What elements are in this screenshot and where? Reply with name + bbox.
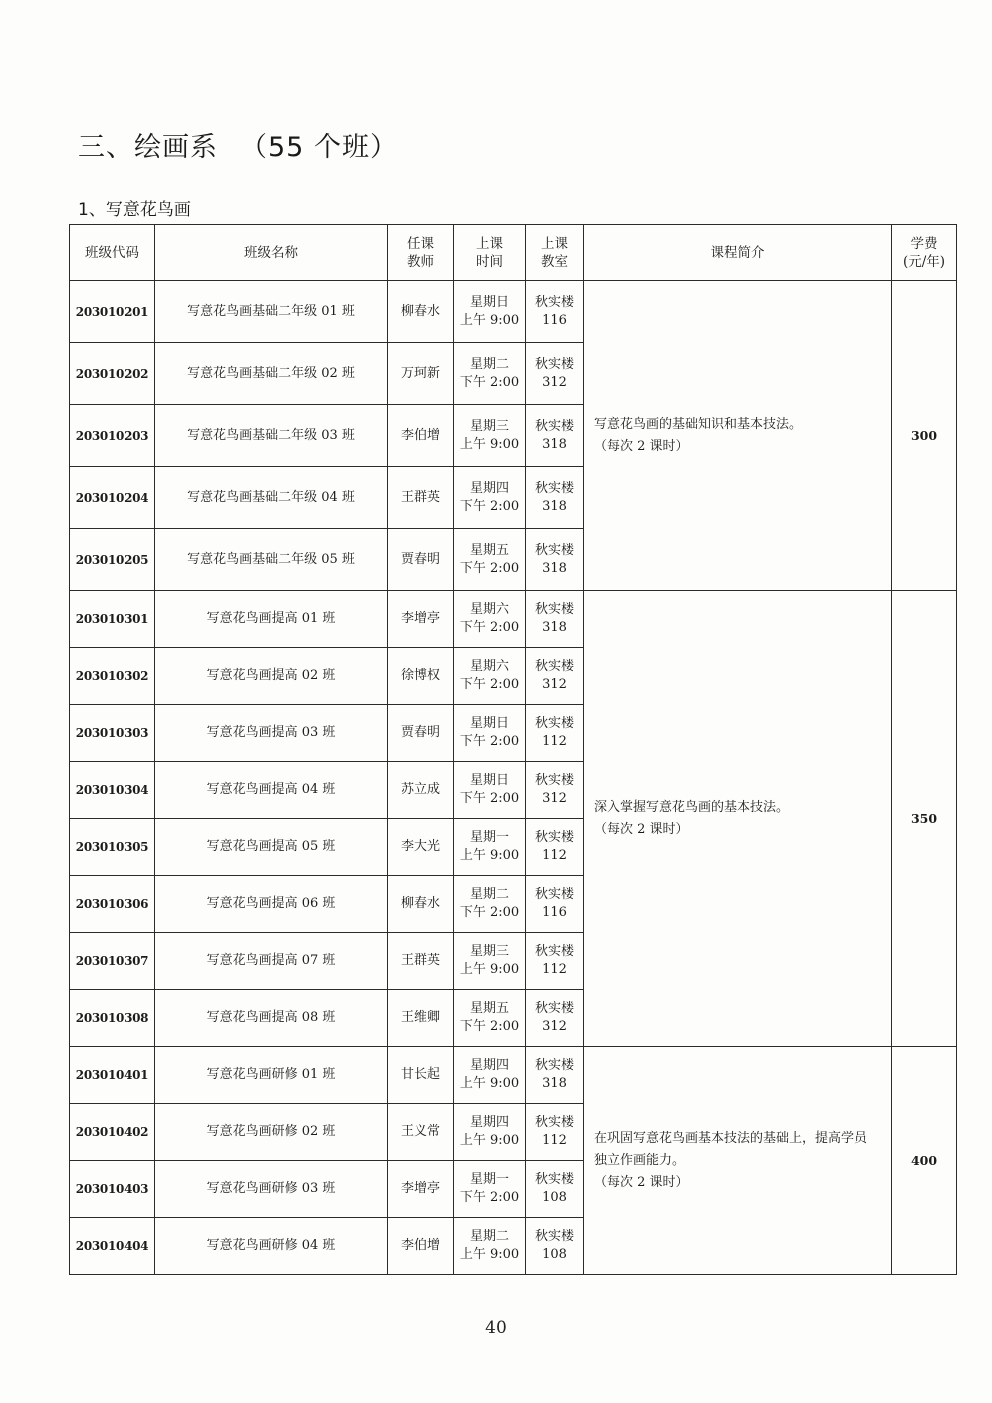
header-room-line2: 教室 (541, 253, 568, 270)
class-day: 星期六 (469, 602, 509, 617)
header-teacher-line2: 教师 (407, 253, 434, 270)
classroom-number: 318 (542, 1076, 567, 1091)
class-day: 星期二 (469, 356, 509, 372)
classroom (526, 819, 584, 876)
class-hour: 上午 9:00 (459, 1133, 520, 1148)
classroom (526, 990, 584, 1047)
class-day: 星期一 (469, 1172, 509, 1187)
classroom-building: 秋实楼 (534, 716, 574, 731)
classroom-building: 秋实楼 (534, 1172, 574, 1187)
classroom-building: 秋实楼 (534, 1058, 574, 1073)
classroom-building: 秋实楼 (534, 830, 574, 845)
class-code: 203010305 (70, 819, 155, 876)
class-name: 写意花鸟画基础二年级 05 班 (155, 529, 388, 591)
classroom-building: 秋实楼 (534, 944, 574, 959)
class-name: 写意花鸟画基础二年级 02 班 (155, 343, 388, 405)
class-time (454, 933, 526, 990)
class-day: 星期日 (469, 773, 509, 788)
teacher: 柳春水 (388, 281, 454, 343)
teacher: 王义常 (388, 1104, 454, 1161)
class-code: 203010404 (70, 1218, 155, 1275)
class-hour: 下午 2:00 (459, 677, 520, 692)
class-time (454, 343, 526, 405)
class-name: 写意花鸟画提高 07 班 (155, 933, 388, 990)
section-class-count: （55 个班） (240, 132, 398, 163)
classroom-building: 秋实楼 (534, 480, 574, 496)
classroom (526, 705, 584, 762)
class-time (454, 990, 526, 1047)
class-hour: 下午 2:00 (459, 734, 520, 749)
header-time (454, 225, 526, 281)
header-class-code: 班级代码 (70, 225, 155, 281)
classroom-building: 秋实楼 (534, 773, 574, 788)
class-time (454, 648, 526, 705)
class-hour: 下午 2:00 (459, 620, 520, 635)
header-fee (892, 225, 957, 281)
classroom-building: 秋实楼 (534, 659, 574, 674)
classroom-number: 318 (542, 560, 567, 576)
classroom-building: 秋实楼 (534, 418, 574, 434)
tuition-fee: 400 (892, 1047, 957, 1275)
header-room-line1: 上课 (541, 235, 568, 252)
class-hour: 上午 9:00 (459, 436, 520, 452)
classroom-number: 318 (542, 498, 567, 514)
class-code: 203010203 (70, 405, 155, 467)
class-name: 写意花鸟画提高 04 班 (155, 762, 388, 819)
class-time (454, 819, 526, 876)
class-code: 203010303 (70, 705, 155, 762)
class-hour: 下午 2:00 (459, 1019, 520, 1034)
classroom-building: 秋实楼 (534, 1001, 574, 1016)
classroom-number: 112 (542, 962, 567, 977)
classroom-number: 116 (542, 312, 567, 328)
classroom-building: 秋实楼 (534, 294, 574, 310)
class-code: 203010302 (70, 648, 155, 705)
classroom-building: 秋实楼 (534, 542, 574, 558)
classroom-number: 318 (542, 436, 567, 452)
class-day: 星期二 (469, 1229, 509, 1244)
class-day: 星期四 (469, 1058, 509, 1073)
course-description-line: 深入掌握写意花鸟画的基本技法。 (594, 799, 790, 815)
tuition-fee: 350 (892, 591, 957, 1047)
table-row (70, 591, 957, 648)
class-code: 203010205 (70, 529, 155, 591)
classroom (526, 591, 584, 648)
class-code: 203010201 (70, 281, 155, 343)
class-day: 星期六 (469, 659, 509, 674)
classroom-number: 312 (542, 791, 567, 806)
class-name: 写意花鸟画研修 01 班 (155, 1047, 388, 1104)
subsection-title: 1、写意花鸟画 (78, 200, 191, 220)
header-course-intro: 课程简介 (584, 225, 892, 281)
class-time (454, 1218, 526, 1275)
class-name: 写意花鸟画提高 08 班 (155, 990, 388, 1047)
class-day: 星期日 (469, 294, 509, 310)
class-code: 203010402 (70, 1104, 155, 1161)
header-teacher-line1: 任课 (407, 235, 434, 252)
tuition-fee: 300 (892, 281, 957, 591)
class-code: 203010403 (70, 1161, 155, 1218)
class-hour: 上午 9:00 (459, 312, 520, 328)
header-fee-line1: 学费 (910, 235, 938, 252)
classroom-number: 312 (542, 374, 567, 390)
classroom (526, 933, 584, 990)
teacher: 苏立成 (388, 762, 454, 819)
course-description-line: 独立作画能力。 (594, 1152, 686, 1168)
teacher: 王维卿 (388, 990, 454, 1047)
header-class-name: 班级名称 (155, 225, 388, 281)
classroom (526, 1161, 584, 1218)
teacher: 李增亭 (388, 591, 454, 648)
class-code: 203010306 (70, 876, 155, 933)
class-name: 写意花鸟画研修 02 班 (155, 1104, 388, 1161)
class-day: 星期一 (469, 830, 509, 845)
class-day: 星期三 (469, 944, 509, 959)
class-time (454, 529, 526, 591)
teacher: 李大光 (388, 819, 454, 876)
class-hour: 下午 2:00 (459, 498, 520, 514)
teacher: 贾春明 (388, 529, 454, 591)
teacher: 李伯增 (388, 1218, 454, 1275)
class-hour: 下午 2:00 (459, 374, 520, 390)
class-hour: 下午 2:00 (459, 791, 520, 806)
teacher: 王群英 (388, 933, 454, 990)
table-header-row (70, 225, 957, 281)
classroom (526, 281, 584, 343)
teacher: 柳春水 (388, 876, 454, 933)
class-time (454, 467, 526, 529)
classroom (526, 876, 584, 933)
class-code: 203010401 (70, 1047, 155, 1104)
classroom-number: 112 (542, 848, 567, 863)
classroom (526, 1104, 584, 1161)
classroom (526, 648, 584, 705)
class-name: 写意花鸟画提高 05 班 (155, 819, 388, 876)
class-day: 星期五 (469, 1001, 509, 1016)
class-name: 写意花鸟画基础二年级 01 班 (155, 281, 388, 343)
course-description-line: （每次 2 课时） (594, 821, 689, 837)
class-name: 写意花鸟画提高 02 班 (155, 648, 388, 705)
classroom (526, 405, 584, 467)
class-hour: 下午 2:00 (459, 560, 520, 576)
course-description (584, 281, 892, 591)
section-title-text: 三、绘画系 (78, 132, 218, 163)
table-row (70, 281, 957, 343)
classroom-number: 318 (542, 620, 567, 635)
class-day: 星期四 (469, 480, 509, 496)
header-teacher (388, 225, 454, 281)
table-body (70, 281, 957, 1275)
class-time (454, 876, 526, 933)
class-time (454, 281, 526, 343)
class-code: 203010307 (70, 933, 155, 990)
class-name: 写意花鸟画基础二年级 04 班 (155, 467, 388, 529)
course-description (584, 1047, 892, 1275)
classroom (526, 343, 584, 405)
class-day: 星期三 (469, 418, 509, 434)
class-code: 203010204 (70, 467, 155, 529)
header-room (526, 225, 584, 281)
class-day: 星期日 (469, 716, 509, 731)
class-code: 203010301 (70, 591, 155, 648)
classroom (526, 1218, 584, 1275)
teacher: 万珂新 (388, 343, 454, 405)
teacher: 徐博权 (388, 648, 454, 705)
class-time (454, 591, 526, 648)
class-name: 写意花鸟画基础二年级 03 班 (155, 405, 388, 467)
class-day: 星期五 (469, 542, 509, 558)
teacher: 王群英 (388, 467, 454, 529)
classroom-number: 108 (542, 1247, 567, 1262)
classroom-number: 312 (542, 677, 567, 692)
course-description-line: 写意花鸟画的基础知识和基本技法。 (594, 416, 803, 432)
class-code: 203010202 (70, 343, 155, 405)
class-hour: 下午 2:00 (459, 905, 520, 920)
teacher: 李伯增 (388, 405, 454, 467)
teacher: 甘长起 (388, 1047, 454, 1104)
class-name: 写意花鸟画研修 04 班 (155, 1218, 388, 1275)
class-hour: 上午 9:00 (459, 1247, 520, 1262)
class-code: 203010304 (70, 762, 155, 819)
classroom-building: 秋实楼 (534, 1115, 574, 1130)
class-time (454, 762, 526, 819)
classroom-number: 116 (542, 905, 567, 920)
course-description-line: （每次 2 课时） (594, 1174, 689, 1190)
class-name: 写意花鸟画提高 06 班 (155, 876, 388, 933)
classroom-number: 112 (542, 1133, 567, 1148)
class-hour: 上午 9:00 (459, 848, 520, 863)
class-hour: 上午 9:00 (459, 1076, 520, 1091)
course-description (584, 591, 892, 1047)
class-schedule-table (69, 224, 957, 1275)
class-name: 写意花鸟画提高 03 班 (155, 705, 388, 762)
class-hour: 下午 2:00 (459, 1190, 520, 1205)
classroom (526, 467, 584, 529)
course-description-line: （每次 2 课时） (594, 438, 689, 454)
class-time (454, 1047, 526, 1104)
table-row (70, 1047, 957, 1104)
class-code: 203010308 (70, 990, 155, 1047)
classroom-number: 112 (542, 734, 567, 749)
classroom-building: 秋实楼 (534, 602, 574, 617)
classroom (526, 762, 584, 819)
class-name: 写意花鸟画研修 03 班 (155, 1161, 388, 1218)
classroom-building: 秋实楼 (534, 356, 574, 372)
class-time (454, 1161, 526, 1218)
header-time-line1: 上课 (476, 235, 503, 252)
section-title (78, 125, 398, 164)
class-time (454, 405, 526, 467)
class-name: 写意花鸟画提高 01 班 (155, 591, 388, 648)
classroom-building: 秋实楼 (534, 1229, 574, 1244)
classroom-number: 108 (542, 1190, 567, 1205)
class-hour: 上午 9:00 (459, 962, 520, 977)
header-fee-line2: (元/年) (902, 253, 946, 270)
classroom (526, 1047, 584, 1104)
teacher: 贾春明 (388, 705, 454, 762)
classroom-number: 312 (542, 1019, 567, 1034)
class-day: 星期四 (469, 1115, 509, 1130)
class-day: 星期二 (469, 887, 509, 902)
course-description-line: 在巩固写意花鸟画基本技法的基础上，提高学员 (594, 1130, 868, 1146)
class-time (454, 1104, 526, 1161)
classroom (526, 529, 584, 591)
teacher: 李增亭 (388, 1161, 454, 1218)
class-time (454, 705, 526, 762)
header-time-line2: 时间 (476, 253, 503, 270)
page-number: 40 (485, 1318, 507, 1338)
classroom-building: 秋实楼 (534, 887, 574, 902)
